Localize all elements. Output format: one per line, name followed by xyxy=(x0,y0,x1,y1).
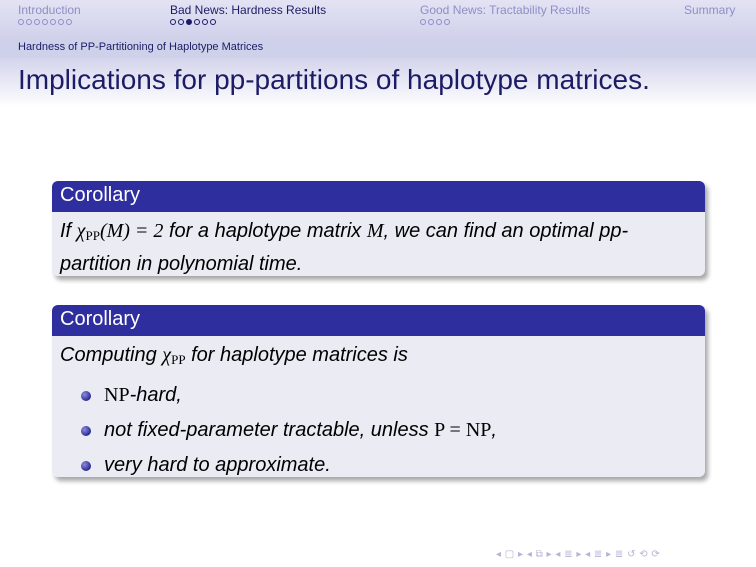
math-chi xyxy=(162,344,185,366)
corollary-block-2 xyxy=(52,305,705,477)
nav-section-label: Summary xyxy=(684,3,736,17)
frame-dot[interactable] xyxy=(66,19,72,25)
math-text: NP xyxy=(104,384,130,406)
frame-dot[interactable] xyxy=(18,19,24,25)
frame-dot[interactable] xyxy=(428,19,434,25)
nav-section-introduction[interactable] xyxy=(18,3,81,25)
frame-dot-current[interactable] xyxy=(186,19,192,25)
frame-dot[interactable] xyxy=(58,19,64,25)
frame-dot[interactable] xyxy=(50,19,56,25)
block-body xyxy=(52,336,705,477)
nav-section-good-news[interactable] xyxy=(420,3,590,25)
frame-dot[interactable] xyxy=(178,19,184,25)
math-symbol: χ xyxy=(162,344,172,366)
frame-dot[interactable] xyxy=(210,19,216,25)
section-navigation-bar xyxy=(0,0,756,40)
block-title: Corollary xyxy=(52,181,705,212)
nav-section-summary[interactable] xyxy=(684,3,735,17)
nav-section-label: Introduction xyxy=(18,3,81,17)
list-item xyxy=(60,413,697,448)
nav-section-dots xyxy=(18,19,81,25)
frame-dot[interactable] xyxy=(170,19,176,25)
frame-dot[interactable] xyxy=(194,19,200,25)
nav-search-back-icon[interactable]: ⟲ xyxy=(639,549,649,560)
frame-dot[interactable] xyxy=(26,19,32,25)
page-title: Implications for pp-partitions of haplotype matrices. xyxy=(18,64,650,95)
corollary-block-1 xyxy=(52,181,705,276)
list-item xyxy=(60,448,697,477)
bullet-icon xyxy=(81,461,91,471)
frame-dot[interactable] xyxy=(444,19,450,25)
bullet-icon xyxy=(81,426,91,436)
bullet-list xyxy=(60,378,697,477)
nav-appendix-icon[interactable]: ≣ xyxy=(614,549,624,560)
frame-dot[interactable] xyxy=(436,19,442,25)
frame-dot[interactable] xyxy=(42,19,48,25)
bullet-icon xyxy=(81,391,91,401)
math-symbol: χ xyxy=(76,220,86,242)
math-chi xyxy=(77,220,164,242)
text: , we can find an optimal pp-partition in polynomial time. xyxy=(60,220,629,275)
frame-dot[interactable] xyxy=(420,19,426,25)
text: Computing xyxy=(60,344,163,366)
text: If xyxy=(60,220,77,242)
item-text: -hard, xyxy=(129,384,182,406)
nav-section-label: Good News: Tractability Results xyxy=(420,3,591,17)
text: for a haplotype matrix xyxy=(163,220,367,242)
nav-document-icon[interactable]: ◂ ≣ ▸ xyxy=(585,549,612,560)
nav-section-bad-news[interactable] xyxy=(170,3,326,25)
math-text: P = NP xyxy=(434,419,492,441)
nav-frame-icon[interactable]: ◂ ▢ ▸ xyxy=(496,549,524,560)
frame-dot[interactable] xyxy=(34,19,40,25)
item-text: , xyxy=(491,419,497,441)
math-subscript: PP xyxy=(85,228,100,243)
subsection-bar xyxy=(0,40,756,58)
block-title: Corollary xyxy=(52,305,705,336)
subsection-title: Hardness of PP-Partitioning of Haplotype Matrices xyxy=(18,41,264,53)
math-expression: (M) = 2 xyxy=(99,220,164,242)
math-variable: M xyxy=(366,220,384,242)
item-text: very hard to approximate. xyxy=(104,454,331,476)
text: for haplotype matrices is xyxy=(185,344,408,366)
nav-subsection-icon[interactable]: ◂ ⧉ ▸ xyxy=(526,549,553,560)
nav-back-icon[interactable]: ↺ xyxy=(627,549,636,560)
nav-section-label: Bad News: Hardness Results xyxy=(170,3,327,17)
frame-dot[interactable] xyxy=(202,19,208,25)
nav-section-icon[interactable]: ◂ ≣ ▸ xyxy=(555,549,582,560)
nav-search-forward-icon[interactable]: ⟳ xyxy=(651,549,661,560)
block-intro xyxy=(60,341,697,374)
nav-section-dots xyxy=(170,19,326,25)
nav-section-dots xyxy=(420,19,590,25)
block-body xyxy=(52,212,705,276)
frame-title-bar xyxy=(0,58,756,106)
math-subscript: PP xyxy=(171,352,186,367)
beamer-navigation-symbols xyxy=(496,549,748,563)
item-text: not fixed-parameter tractable, unless xyxy=(104,419,435,441)
list-item xyxy=(60,378,697,413)
